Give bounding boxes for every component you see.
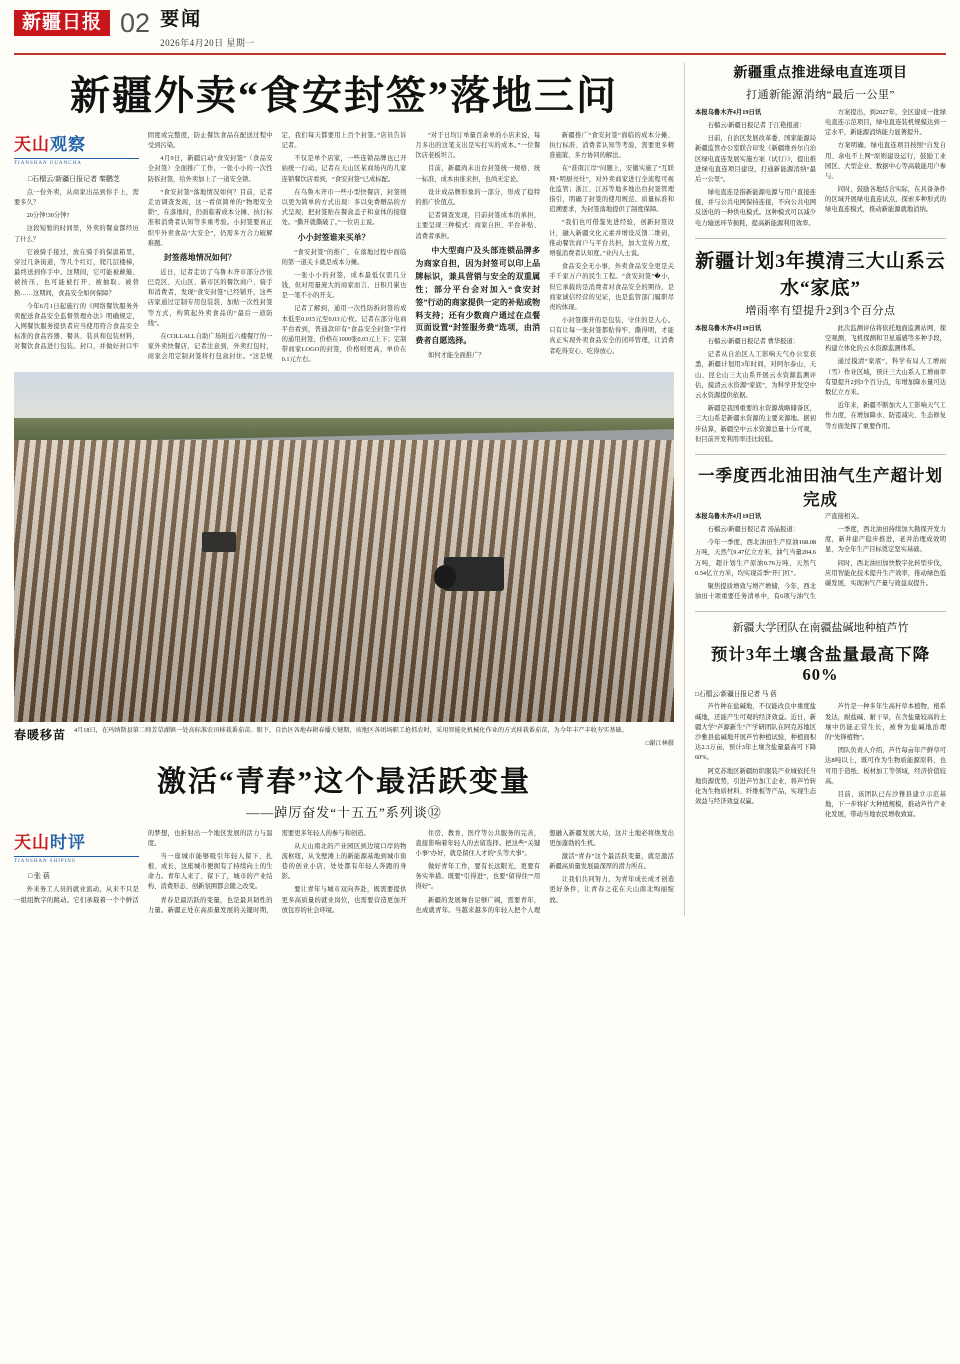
paragraph: 青春是最活跃的变量，也是最具韧性的力量。新疆正处在高质量发展的关键时期，需要更多年轻人的参与和创造。 — [147, 829, 370, 914]
paragraph: 团队负责人介绍，芦竹每亩年产鲜草可达8吨以上，既可作为生物质能源原料，也可用于造纸、板材加工等领域，经济价值较高。 — [825, 747, 946, 785]
brand-cn-1: 天山 — [14, 134, 50, 154]
paragraph: 方案明确，绿电直连项目按照“自发自用、余电不上网”原则建设运行，鼓励工业园区、大型企业、数据中心等高载能用户参与。 — [825, 142, 946, 180]
paragraph: 阿克苏地区新疆纺织服装产业城依托当地资源优势，引进芦竹加工企业，将芦竹转化为生物质材料、纤维板等产品，实现生态效益与经济效益双赢。 — [695, 767, 816, 806]
page-number: 02 — [120, 8, 151, 38]
brand2-en: TIANSHAN SHIPING — [14, 856, 139, 866]
lead-line: 本报乌鲁木齐4月19日讯 — [695, 512, 762, 520]
paragraph: 绿电直连是指新能源电源与用户直接连接，并与公共电网保持连接，不向公共电网反送电的一种供电模式。这种模式可以减少电力输送环节损耗，提高新能源利用效率。 — [695, 189, 816, 227]
subheading: 封签落地情况如何？ — [163, 252, 236, 262]
paragraph: 同时，西北油田加快数字化转型步伐，应用智能化技术提升生产效率，推动绿色低碳发展，实现油气产量与效益双提升。 — [825, 559, 946, 588]
paragraph: 食品安全无小事，外卖食品安全更是关乎千家万户的民生工程。“食安封签”�小，但它承载的是消费者对食品安全的期待，是商家诚信经营的见证，也是监管部门履职尽责的体现。 — [549, 263, 674, 311]
issue-date: 2026年4月20日 星期一 — [160, 37, 255, 48]
paragraph: 从天山南北的产业园区到边境口岸的物流枢纽，从戈壁滩上的新能源基地到城市街巷的创业小店，处处都有年轻人奔跑的身影。 — [281, 842, 407, 881]
right-article-2-title: 新疆计划3年摸清三大山系云水“家底” — [695, 250, 946, 299]
right-article-2 — [695, 246, 946, 445]
right-article-2-subtitle: 增雨率有望提升2到3个百分点 — [745, 304, 896, 317]
paragraph: 聚焦提质增效与增产增储，今年，西北油田十项重要任务清单中，有6项与油气生产直接相关。 — [695, 512, 863, 601]
paragraph: 在“准南江岸”问题上，安徽实施了“互联网+明厨亮灶”，对外卖商家进行全流程可视化监管；浙江、江苏等地多地出台封签管理指引，明确了封签的使用规范、质量标准和追溯要求，为封签落地提供了制度保障。 — [549, 165, 674, 214]
photo-credit: □谢江林摄 — [645, 739, 674, 747]
right-article-4-title: 预计3年土壤含盐量最高下降60% — [710, 645, 931, 685]
paragraph: “食安封签”落地情况如何？目前，记者走访调查发现，这一看似简单的“物理安全锁”，在落地时，仍面临着成本分摊、执行标准和消费者认知等多重考验。小封签要真正织牢外卖食品“大安全”，仍需多方合力破解难题。 — [147, 188, 273, 247]
masthead-right — [160, 10, 255, 49]
lead-line: 本报乌鲁木齐4月19日讯 — [695, 324, 762, 332]
divider — [695, 454, 946, 455]
right-article-4 — [695, 619, 946, 820]
paper-logo: 新疆日报 — [14, 10, 110, 36]
divider — [695, 238, 946, 239]
right-region — [684, 63, 946, 916]
right-article-4-body — [695, 702, 946, 820]
paragraph: 点一份外卖，从商家出品到你手上，需要多久？ — [14, 188, 139, 207]
paragraph: 芦竹是一种多年生高秆草本植物，根系发达，耐盐碱、耐干旱，在含盐量较高的土壤中仍能正常生长，被誉为盐碱地治理的“先锋植物”。 — [825, 703, 946, 741]
paragraph: 新疆推广“食安封签”面临的成本分摊、执行标准、消费者认知等考验，需要更多精准施策、多方协同的解法。 — [549, 131, 674, 160]
left-region — [14, 63, 674, 916]
page-columns — [14, 63, 946, 916]
main-article-body — [14, 131, 674, 366]
paragraph: 目前，该团队已在沙雅县建立示范基地，下一步将扩大种植规模，推动芦竹产业化发展，带动当地农民增收致富。 — [825, 790, 946, 819]
second-byline: □ 张 蓓 — [28, 872, 50, 881]
paragraph: 4月9日，新疆启动“食安封签”（食品安全封签）全面推广工作，一张小小的一次性防拆封签，给外卖加上了一道安全锁。 — [147, 155, 273, 183]
right-article-1-title: 新疆重点推进绿电直连项目 — [733, 65, 908, 81]
paragraph: 20分钟!30分钟? — [26, 212, 70, 220]
paragraph: “我们也可借鉴先进经验，创新封签设计，融入新疆文化元素并增设反馈二维码，推动餐饮商户与平台共担，加大宣传力度，增强消费者认知度。”业内人士说。 — [549, 219, 674, 257]
photo-tractor — [444, 557, 504, 591]
right-article-1 — [695, 65, 946, 229]
second-article-body — [14, 829, 674, 917]
paragraph: 目前，新疆尚未出台封签统一规格、统一标准，成本由谁来担，也尚无定论。 — [415, 165, 541, 183]
photo-vehicle-far — [202, 532, 236, 552]
paragraph: 激活“青春”这个最活跃变量，就是激活新疆高质量发展最深厚的潜力所在。 — [549, 852, 674, 871]
right-article-1-body — [695, 108, 946, 229]
paragraph: 记者从自治区人工影响天气办公室获悉，新疆计划用3年时间，对阿尔泰山、天山、昆仑山三大山系开展云水资源监测评估，摸清云水资源“家底”，为科学开发空中云水资源提供依据。 — [695, 351, 816, 399]
paragraph: 记者了解到，通用一次性防拆封签的成本低至0.015元至0.03元/枚。记者在部分电商平台看到，普通款印有“食品安全封签”字样的通用封签，价格在1000张0.03元上下；定制带商家LOGO的封签，价格则更高，单价在0.1元左右。 — [281, 305, 407, 364]
paragraph: 让我们共同努力，为青年成长成才创造更好条件，让青春之花在天山南北绚丽绽放。 — [549, 876, 674, 904]
caption-text: 4月18日，在玛纳斯县第二师芳草湖镇一处高标准农田移栽番茄苗。眼下，自治区各地春耕春播关键期，该地区各团场职工抢抓农时，采用智能化机械化作业的方式移栽番茄苗，为今年丰产丰收夯实基础。 — [74, 726, 628, 734]
lead-line: 本报乌鲁木齐4月19日讯 — [695, 108, 762, 116]
paragraph: 近年来，新疆不断加大人工影响天气工作力度，在增加降水、防雹减灾、生态修复等方面发挥了重要作用。 — [825, 402, 946, 430]
paragraph: 今年一季度，西北油田生产原油168.08万吨，天然气9.47亿立方米，油气当量204.6万吨，超计划生产原油0.76万吨、天然气0.54亿立方米，均实现首季“开门红”。 — [695, 539, 816, 577]
paragraph: 一季度，西北油田持续加大勘探开发力度，新井建产稳步推进，老井治理成效明显，为全年生产目标奠定坚实基础。 — [825, 526, 946, 554]
right-article-4-kicker: 新疆大学团队在南疆盐碱地种植芦竹 — [732, 622, 909, 635]
brand2-cn-1: 天山 — [14, 832, 50, 852]
paragraph: 一张小小的封签，成本最低仅需几分钱，但对用量庞大的商家而言，日积月累也是一笔不小的开支。 — [281, 271, 407, 300]
paragraph: 方案提出，到2027年，全区建成一批绿电直连示范项目，绿电直连装机规模达到一定水平，新能源消纳能力显著提升。 — [825, 108, 946, 137]
right-article-4-byline: □石榴云/新疆日报记者 马 蓓 — [695, 691, 777, 699]
right-article-3-title: 一季度西北油田油气生产超计划完成 — [698, 465, 943, 509]
paragraph: 记者调查发现，目前封签成本的承担，主要呈现三种模式：商家自担、平台补贴、消费者承担。 — [415, 212, 541, 240]
paragraph: 住房、教育、医疗等公共服务的完善，直接影响着年轻人的去留选择。把这些“关键小事”办好，就是留住人才的“头等大事”。 — [415, 829, 541, 857]
paragraph: 如何才能全面推广？ — [427, 352, 485, 360]
paragraph: 做好青年工作，要有长远眼光，更要有务实举措。既要“引得进”，也要“留得住”“用得好”。 — [415, 863, 541, 891]
paragraph: 要让青年与城市双向奔赴，既需要提供更多高质量的就业岗位，也需要营造更加开放包容的社会环境。 — [281, 886, 407, 914]
page-title: 新疆外卖“食安封签”落地三问 — [70, 72, 618, 118]
paragraph: 当一座城市能够吸引年轻人留下、扎根、成长，这座城市便拥有了持续向上的生命力。青年人来了、留下了，城市的产业结构、消费形态、创新氛围都会随之改变。 — [147, 852, 273, 891]
photo-caption — [14, 726, 674, 747]
main-byline: □石榴云/新疆日报记者 秦鹏芝 — [28, 174, 120, 183]
paragraph: 今年6月1日起施行的《网络餐饮服务外卖配送食品安全监督管理办法》明确规定，入网餐饮服务提供者应当使用符合食品安全标准的食品容器、餐具、装具和包装材料，对餐饮食品进行包装。封口，并做好封口牢固度或完整度，防止餐饮食品在配送过程中受到污染。 — [14, 131, 273, 351]
paragraph: 近日，记者走访了乌鲁木齐市部分沙依巴克区、天山区、新市区的餐饮商户、骑手和消费者，发现“食安封签”已经铺开，这些店家通过定制专用包装袋、加贴一次性封签等方式，构筑起外卖食品的“最后一道防线”。 — [147, 268, 273, 327]
paragraph: 日前，自治区发展改革委、国家能源局新疆监管办公室联合印发《新疆维吾尔自治区绿电直连发展实施方案（试行）》，提出推进绿电直连项目建设，打通新能源消纳“最后一公里”。 — [695, 135, 816, 183]
brand-en: TIANSHAN GUANCHA — [14, 158, 139, 168]
right-article-3-body — [695, 512, 946, 603]
right-article-1-subtitle: 打通新能源消纳“最后一公里” — [746, 88, 895, 101]
paragraph: 新疆是我国重要的水资源战略储备区，三大山系是新疆水资源的主要来源地。据初步估算，新疆空中云水资源总量十分可观，但目前开发利用率还比较低。 — [695, 405, 816, 443]
paragraph: 不仅是单个店家，一些连锁品牌也已开始统一行动。记者在天山区某商场内的几家连锁餐饮店看到，“食安封签”已成标配。 — [281, 155, 407, 183]
paragraph: 它被骑手接过，放在骑手的保温箱里，穿过几条街道，等几个红灯，爬几层楼梯，最终送到你手中。这期间，它可能被颠簸、被按压，也可能被打开、被抽取、被替换……这期间，食品安全如何保障？ — [14, 248, 139, 297]
byline: 石榴云/新疆日报记者 曹华报道： — [707, 338, 800, 346]
photo-shading — [14, 440, 674, 722]
paragraph: 小封签撕开的是包装，守住的是人心。只有让每一张封签都贴得牢、撕得明，才能真正实现外卖食品安全的闭环管理，让消费者吃得安心、吃得放心。 — [549, 317, 674, 355]
paragraph: 这段短暂的时间里，外卖的餐盒都经历了什么？ — [14, 225, 139, 243]
paragraph: 同时，鼓励各地结合实际，在具备条件的区域开展绿电直连试点，探索多种形式的绿电直连模式，推动新能源就地消纳。 — [825, 186, 946, 214]
paragraph: “对于日均订单量百余单的小店来说，每月多出的这笔支出是实打实的成本。”一位餐饮店老板坦言。 — [415, 131, 541, 160]
byline: 石榴云/新疆日报记者 于江艳报道： — [707, 121, 806, 129]
paragraph: 通过摸清“家底”，科学布局人工增雨（雪）作业区域，预计三大山系人工增雨率有望提升2到3个百分点，年增加降水量可达数亿立方米。 — [825, 358, 946, 396]
paragraph: “食安封签”的推广，在落地过程中面临的第一道关卡就是成本分摊。 — [281, 248, 407, 266]
divider — [695, 611, 946, 612]
byline: 石榴云/新疆日报记者 汤晶报道： — [707, 526, 800, 534]
masthead — [14, 10, 946, 55]
right-article-2-body — [695, 324, 946, 445]
brand2-cn-2: 时评 — [50, 832, 86, 852]
paragraph: 在COLLALL自助广场附近六楼餐厅的一家外卖快餐店，记者注意到，外卖打包时，商家会用定制封签将打包盒封住。“这是规定，我们每天都要用上百个封签。”店员告诉记者。 — [147, 131, 407, 361]
photo-field-planting — [14, 372, 674, 722]
paragraph: 新疆的发展舞台足够广阔，需要青年，也成就青年。当越来越多的年轻人把个人理想融入新疆发展大局，这片土地必将焕发出更加蓬勃的生机。 — [415, 829, 674, 914]
column-brand-tianshan-guancha — [14, 131, 139, 169]
second-article-title: 激活“青春”这个最活跃变量 — [156, 765, 531, 798]
subheading: 小小封签谁来买单？ — [297, 232, 370, 242]
second-article-subtitle: ——踔厉奋发“十五五”系列谈⑫ — [246, 804, 442, 820]
paragraph: 设计成品牌形象的一部分，形成了稳特的推广价值点。 — [415, 188, 541, 207]
paragraph: 芦竹种在盐碱地，不仅能改良中重度盐碱地，还能产生可观的经济效益。近日，新疆大学“芦源新生”产学研团队在阿克苏地区沙雅县盐碱地开展芦竹种植试验，种植面积达2.3万亩，预计3年土壤含盐量最高可下降60%。 — [695, 703, 816, 762]
caption-title: 春暖移苗 — [14, 727, 67, 742]
column-brand-tianshan-shiping — [14, 829, 139, 867]
brand-cn-2: 观察 — [50, 134, 86, 154]
section-title: 要闻 — [160, 9, 203, 30]
paragraph: 此次监测评估将依托地面监测站网、探空观测、飞机探测和卫星遥感等多种手段，构建立体化的云水资源监测体系。 — [825, 324, 946, 353]
paragraph: 外来务工人员的就业流动，从来不只是一组组数字的跳动。它们承载着一个个鲜活的梦想，也折射出一个地区发展的活力与温度。 — [14, 829, 273, 904]
paragraph: 在乌鲁木齐市一些小型快餐店，封签则以更为简单的方式出现：多以免费赠品的方式呈现，把封签贴在餐盒盖子和盒体的接缝处。“撕开就撕破了。”一位店主说。 — [281, 188, 407, 227]
right-article-3 — [695, 462, 946, 603]
subheading: 中大型商户及头部连锁品牌多为商家自担，因为封签可以印上品牌标识，兼具营销与安全的双重属性；部分平台会对加入“食安封签”行动的商家提供一定的补贴或物料支持；还有少数商户通过在点餐页面设置“封签服务费”选项，由消费者自愿选择。 — [415, 245, 541, 346]
